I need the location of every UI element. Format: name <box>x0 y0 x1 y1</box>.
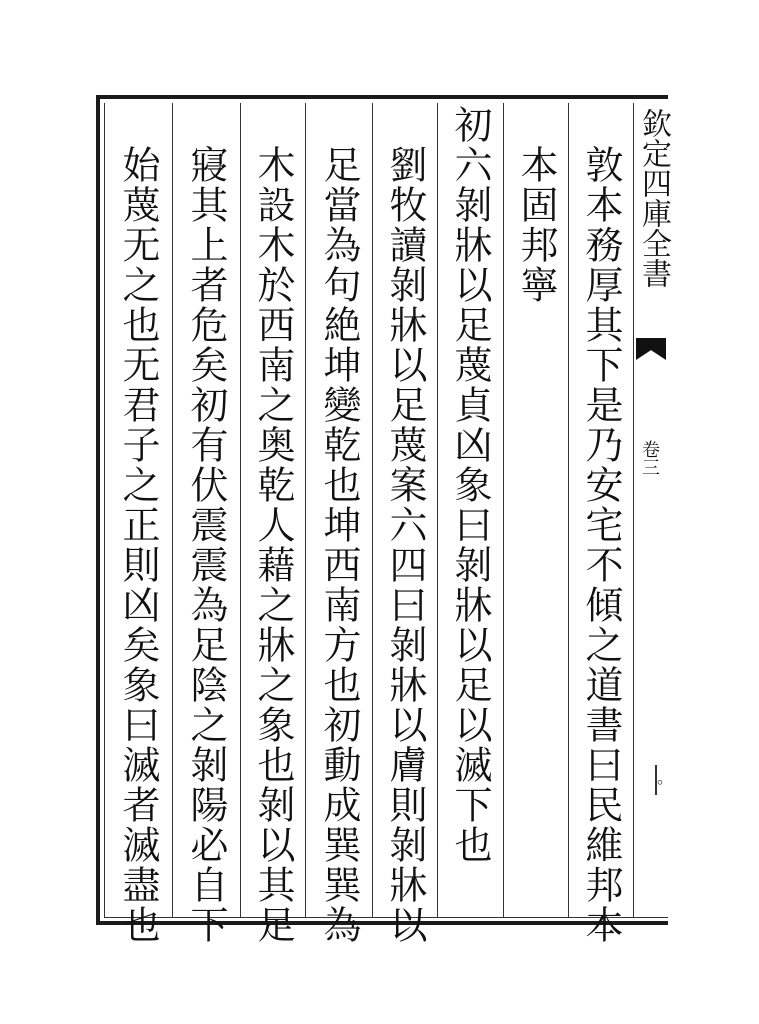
column-rule <box>568 103 569 918</box>
column-rule <box>503 103 504 918</box>
text-column-1: 敦本務厚其下是乃安宅不傾之道書曰民維邦本 <box>579 145 623 945</box>
column-rule <box>437 103 438 918</box>
column-rule <box>633 103 634 918</box>
page-mark: 。 <box>655 765 663 795</box>
volume-label: 卷三 <box>639 440 660 476</box>
column-rule <box>172 103 173 918</box>
column-rule <box>372 103 373 918</box>
text-column-5: 足當為句絶坤變乾也坤西南方也初動成巽巽為 <box>317 145 361 945</box>
text-column-3: 初六剝牀以足蔑貞凶象曰剝牀以足以滅下也 <box>448 105 492 865</box>
column-rule <box>240 103 241 918</box>
text-column-2: 本固邦寧 <box>514 145 558 305</box>
column-rule <box>305 103 306 918</box>
text-column-6: 木設木於西南之奥乾人藉之牀之象也剝以其足 <box>251 145 295 945</box>
book-title: 欽定四庫全書 <box>636 108 671 288</box>
text-column-4: 劉牧讀剝牀以足蔑案六四曰剝牀以膚則剝牀以 <box>383 145 427 945</box>
text-column-8: 始蔑无之也无君子之正則凶矣象曰滅者滅盡也 <box>116 145 160 945</box>
text-column-7: 寢其上者危矣初有伏震震為足陰之剝陽必自下 <box>184 145 228 945</box>
